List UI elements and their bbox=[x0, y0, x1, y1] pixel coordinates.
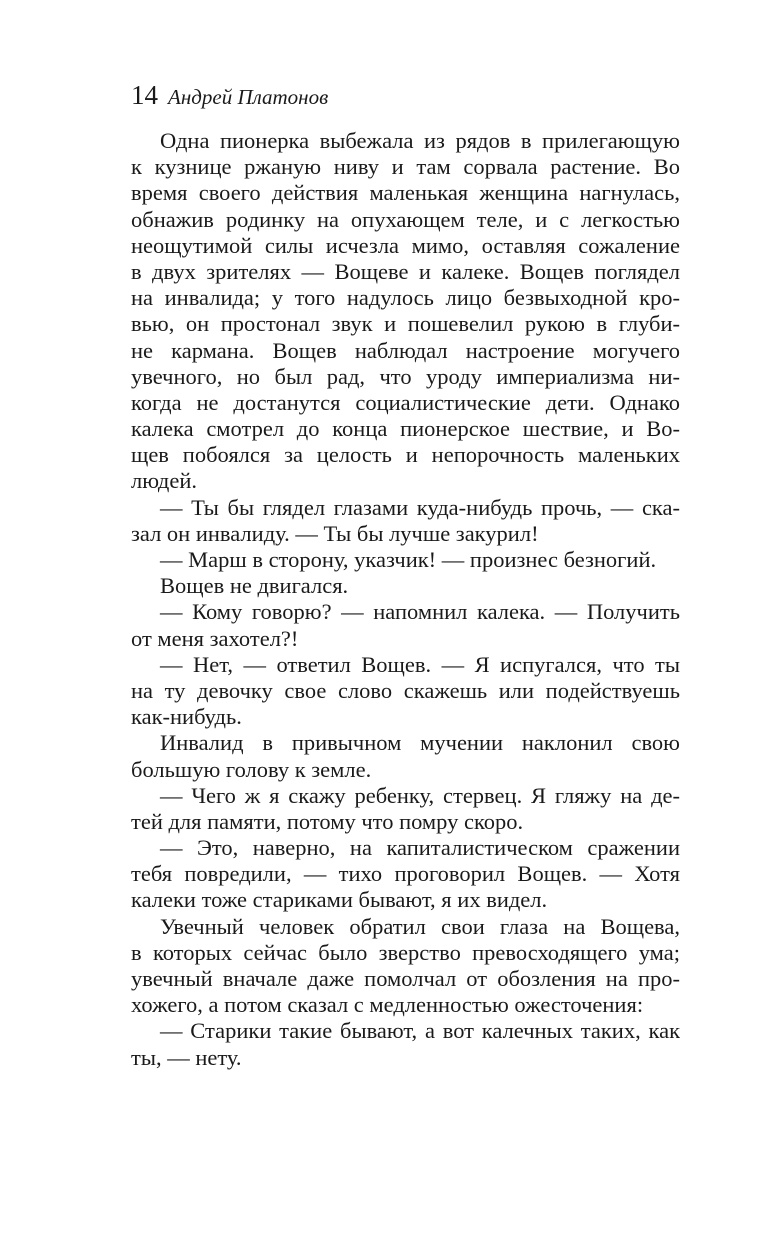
paragraph bbox=[131, 914, 680, 1019]
text-line: тебя повредили, — тихо проговорил Вощев. — Хотя bbox=[131, 861, 680, 887]
text-line: калеки тоже стариками бывают, я их видел. bbox=[131, 887, 548, 913]
paragraph bbox=[131, 495, 680, 547]
text-line: тей для памяти, потому что помру скоро. bbox=[131, 808, 524, 834]
page-number: 14 bbox=[131, 80, 158, 110]
text-line: увечный вначале даже помолчал от обозления на про- bbox=[131, 966, 680, 991]
text-line: когда не достанутся социалистические дети. Однако bbox=[131, 389, 680, 415]
text-line: Увечный человек обратил свои глаза на Вощева, bbox=[160, 913, 680, 939]
text-line: не кармана. Вощев наблюдал настроение могучего bbox=[131, 337, 680, 363]
text-line: Инвалид в привычном мучении наклонил свою bbox=[160, 730, 680, 756]
paragraph bbox=[131, 730, 680, 782]
text-line: к кузнице ржаную ниву и там сорвала растение. Во bbox=[131, 154, 680, 180]
text-line: зал он инвалиду. — Ты бы лучше закурил! bbox=[131, 520, 539, 546]
text-line: время своего действия маленькая женщина нагнулась, bbox=[131, 180, 680, 206]
text-line: — Марш в сторону, указчик! — произнес безногий. bbox=[160, 547, 657, 572]
text-line: большую голову к земле. bbox=[131, 756, 372, 782]
text-line: хожего, а потом сказал с медленностью ожесточения: bbox=[131, 992, 644, 1018]
paragraph bbox=[131, 599, 680, 651]
text-line: — Это, наверно, на капиталистическом сражении bbox=[160, 835, 680, 861]
text-line: калека смотрел до конца пионерское шествие, и Во- bbox=[131, 416, 680, 442]
text-line: ты, — нету. bbox=[131, 1044, 242, 1070]
paragraph bbox=[131, 835, 680, 914]
body-text bbox=[131, 128, 680, 1071]
text-line: вью, он простонал звук и пошевелил рукою в глуби- bbox=[131, 311, 680, 337]
text-line: неощутимой силы исчезла мимо, оставляя сожаление bbox=[131, 232, 680, 258]
text-line: — Нет, — ответил Вощев. — Я испугался, что ты bbox=[160, 651, 680, 677]
text-line: в двух зрителях — Вощеве и калеке. Вощев поглядел bbox=[131, 258, 680, 284]
paragraph bbox=[131, 783, 680, 835]
text-line: обнажив родинку на опухающем теле, и с легкостью bbox=[131, 206, 680, 232]
text-line: как-нибудь. bbox=[131, 704, 242, 730]
text-line: на ту девочку свое слово скажешь или подействуешь bbox=[131, 677, 680, 703]
running-title: Андрей Платонов bbox=[168, 85, 329, 109]
text-line: от меня захотел?! bbox=[131, 625, 299, 651]
text-line: — Старики такие бывают, а вот калечных таких, как bbox=[160, 1018, 680, 1044]
text-line: Вощев не двигался. bbox=[160, 573, 349, 599]
paragraph bbox=[131, 547, 680, 573]
paragraph bbox=[131, 128, 680, 495]
text-line: на инвалида; у того надулось лицо безвыходной кро- bbox=[131, 285, 680, 311]
paragraph bbox=[131, 573, 680, 599]
paragraph bbox=[131, 1018, 680, 1070]
running-head bbox=[131, 80, 328, 114]
text-line: увечного, но был рад, что уроду империализма ни- bbox=[131, 363, 680, 389]
text-line: — Ты бы глядел глазами куда-нибудь прочь, — ска- bbox=[160, 494, 680, 520]
text-line: щев побоялся за целость и непорочность маленьких bbox=[131, 442, 680, 468]
paragraph bbox=[131, 652, 680, 731]
text-line: Одна пионерка выбежала из рядов в прилегающую bbox=[160, 128, 680, 153]
text-line: — Кому говорю? — напомнил калека. — Получить bbox=[160, 599, 680, 625]
text-line: в которых сейчас было зверство превосходящего ума; bbox=[131, 939, 680, 965]
text-line: — Чего ж я скажу ребенку, стервец. Я гляжу на де- bbox=[160, 782, 680, 808]
text-line: людей. bbox=[131, 468, 197, 494]
